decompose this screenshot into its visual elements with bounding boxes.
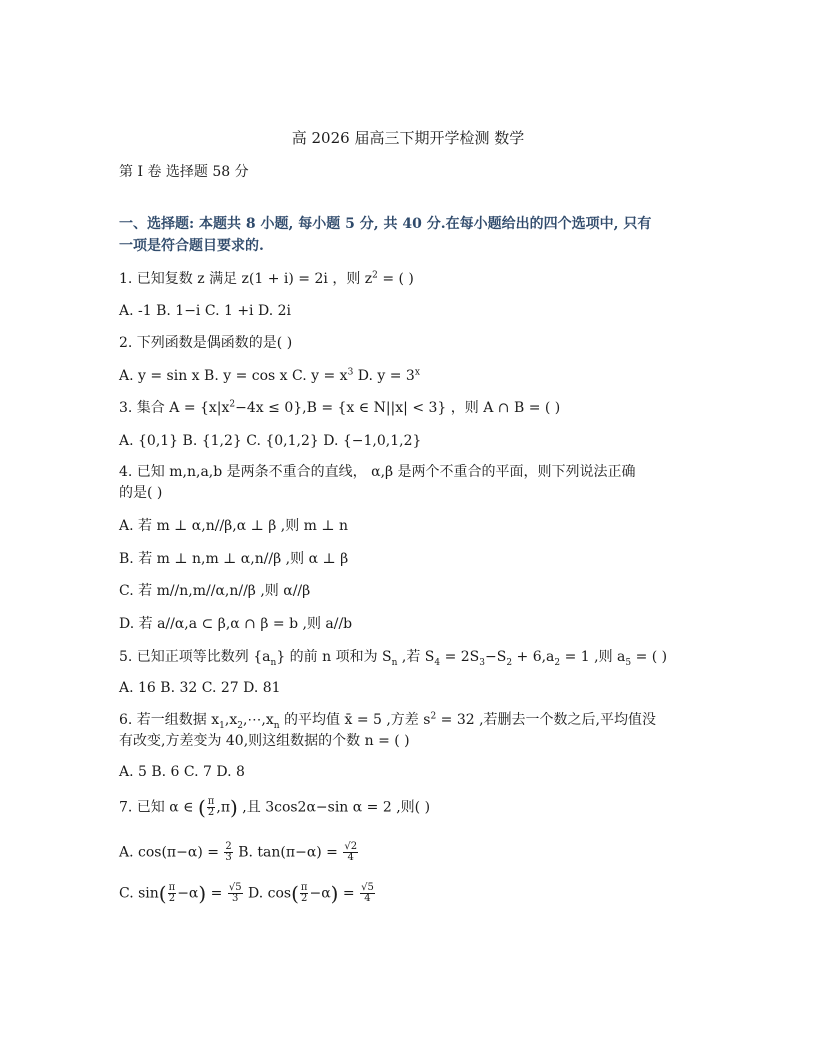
q3-text-pre: 3. 集合 A = {x|x bbox=[119, 400, 230, 416]
question-4-stem-line2: 的是( ) bbox=[119, 485, 163, 501]
q7-seg: −α bbox=[177, 885, 199, 902]
question-4-stem-line1: 4. 已知 m,n,a,b 是两条不重合的直线， α,β 是两个不重合的平面，则下列说法正确 bbox=[119, 464, 636, 480]
part-heading: 第 I 卷 选择题 58 分 bbox=[119, 164, 249, 180]
fraction-numerator: π bbox=[207, 796, 215, 807]
q5-sub: n bbox=[270, 657, 277, 668]
q5-sub: 5 bbox=[625, 657, 632, 668]
question-6-options: A. 5 B. 6 C. 7 D. 8 bbox=[119, 764, 245, 780]
fraction bbox=[360, 883, 375, 904]
question-2-stem: 2. 下列函数是偶函数的是( ) bbox=[119, 335, 293, 351]
q7-option-c: C. sin bbox=[119, 885, 159, 902]
fraction-denominator: 2 bbox=[168, 893, 176, 904]
question-4-option-d: D. 若 a//α,a ⊂ β,α ∩ β = b ,则 a//b bbox=[119, 616, 353, 632]
q1-text-post: = ( ) bbox=[377, 271, 414, 287]
fraction-numerator: √5 bbox=[228, 882, 242, 893]
question-7-options-cd bbox=[119, 883, 376, 904]
fraction-numerator: √2 bbox=[344, 841, 358, 852]
fraction bbox=[343, 842, 358, 863]
q7-seg: −α bbox=[309, 885, 331, 902]
fraction-denominator: 3 bbox=[232, 893, 239, 904]
q7-seg: ,π bbox=[216, 799, 231, 816]
q2-exponent-c: 3 bbox=[347, 367, 354, 378]
q5-seg: ,若 S bbox=[397, 649, 435, 665]
q6-seg: 6. 若一组数据 x bbox=[119, 712, 220, 728]
section-heading-line1: 一、选择题: 本题共 8 小题, 每小题 5 分, 共 40 分.在每小题给出的四个选项中, 只有 bbox=[119, 216, 652, 232]
paren-open: ( bbox=[291, 881, 299, 906]
q5-seg: } 的前 n 项和为 S bbox=[276, 649, 392, 665]
q5-sub: 2 bbox=[506, 657, 513, 668]
question-3-options: A. {0,1} B. {1,2} C. {0,1,2} D. {−1,0,1,2} bbox=[119, 433, 422, 449]
q2-option-d: D. y = 3 bbox=[353, 368, 415, 384]
paren-close: ) bbox=[230, 795, 238, 820]
q6-seg: ,x bbox=[224, 712, 238, 728]
fraction-denominator: 2 bbox=[301, 893, 308, 904]
paren-close: ) bbox=[330, 881, 339, 906]
paren-open: ( bbox=[158, 881, 167, 906]
fraction-numerator: √5 bbox=[361, 882, 374, 893]
question-6-stem-line1 bbox=[119, 711, 656, 729]
fraction-denominator: 3 bbox=[225, 852, 232, 863]
question-4-option-c: C. 若 m//n,m//α,n//β ,则 α//β bbox=[119, 583, 311, 599]
q6-seg: = 32 ,若删去一个数之后,平均值没 bbox=[436, 712, 656, 728]
q6-seg: ,⋯,x bbox=[242, 712, 274, 728]
question-4-option-a: A. 若 m ⊥ α,n//β,α ⊥ β ,则 m ⊥ n bbox=[119, 518, 349, 534]
fraction bbox=[168, 883, 177, 904]
q7-option-d: D. cos bbox=[243, 885, 292, 902]
q3-exponent: 2 bbox=[229, 399, 236, 410]
question-7-stem bbox=[119, 797, 430, 818]
q7-seg: = bbox=[206, 885, 223, 902]
q2-options-abc: A. y = sin x B. y = cos x C. y = x bbox=[119, 368, 348, 384]
question-7-options-ab bbox=[119, 842, 359, 863]
q3-text-post: −4x ≤ 0},B = {x ∈ N||x| < 3} ，则 A ∩ B = ( ) bbox=[235, 400, 561, 416]
q7-option-a: A. cos(π−α) = bbox=[119, 844, 219, 861]
q5-sub: 4 bbox=[434, 657, 441, 668]
paren-close: ) bbox=[198, 881, 207, 906]
fraction bbox=[300, 883, 309, 904]
q7-seg: = bbox=[338, 885, 355, 902]
question-3-stem bbox=[119, 399, 560, 417]
fraction-numerator: 2 bbox=[225, 841, 232, 852]
question-5-stem bbox=[119, 648, 667, 666]
q5-seg: = 2S bbox=[440, 649, 480, 665]
page-title: 高 2026 届高三下期开学检测 数学 bbox=[291, 129, 525, 147]
q2-exponent-d: x bbox=[414, 367, 420, 378]
fraction bbox=[228, 883, 243, 904]
fraction-numerator: π bbox=[168, 882, 176, 893]
q6-sub: 2 bbox=[237, 720, 243, 731]
q6-sub: 1 bbox=[219, 720, 225, 731]
question-4-option-b: B. 若 m ⊥ n,m ⊥ α,n//β ,则 α ⊥ β bbox=[119, 551, 349, 567]
q7-seg: 7. 已知 α ∈ bbox=[119, 799, 194, 816]
q5-seg: = 1 ,则 a bbox=[560, 649, 626, 665]
q5-seg: = ( ) bbox=[631, 649, 668, 665]
q5-seg: −S bbox=[485, 649, 507, 665]
question-6-stem-line2: 有改变,方差变为 40,则这组数据的个数 n = ( ) bbox=[119, 733, 410, 749]
q7-seg: ,且 3cos2α−sin α = 2 ,则( ) bbox=[237, 799, 431, 816]
fraction-denominator: 4 bbox=[347, 852, 354, 863]
q5-seg: + 6,a bbox=[512, 649, 555, 665]
q5-seg: 5. 已知正项等比数列 {a bbox=[119, 649, 271, 665]
q7-option-b: B. tan(π−α) = bbox=[233, 844, 338, 861]
fraction bbox=[224, 842, 232, 863]
q1-exponent: 2 bbox=[372, 270, 378, 281]
question-1-stem bbox=[119, 270, 414, 288]
fraction-denominator: 4 bbox=[364, 893, 371, 904]
paren-open: ( bbox=[197, 795, 206, 820]
question-2-options bbox=[119, 367, 420, 385]
q5-sub: 3 bbox=[479, 657, 485, 668]
q1-text-pre: 1. 已知复数 z 满足 z(1 + i) = 2i ，则 z bbox=[119, 271, 373, 287]
question-5-options: A. 16 B. 32 C. 27 D. 81 bbox=[119, 680, 281, 696]
q6-exponent: 2 bbox=[430, 711, 437, 722]
question-1-options: A. -1 B. 1−i C. 1 +i D. 2i bbox=[119, 303, 291, 319]
fraction-numerator: π bbox=[300, 882, 308, 893]
fraction bbox=[207, 797, 216, 818]
fraction-denominator: 2 bbox=[207, 807, 215, 818]
q6-seg: 的平均值 x̄ = 5 ,方差 s bbox=[279, 712, 431, 728]
q5-sub: n bbox=[391, 657, 398, 668]
section-heading-line2: 一项是符合题目要求的. bbox=[119, 238, 264, 254]
q6-sub: n bbox=[273, 720, 280, 731]
q5-sub: 2 bbox=[554, 657, 561, 668]
